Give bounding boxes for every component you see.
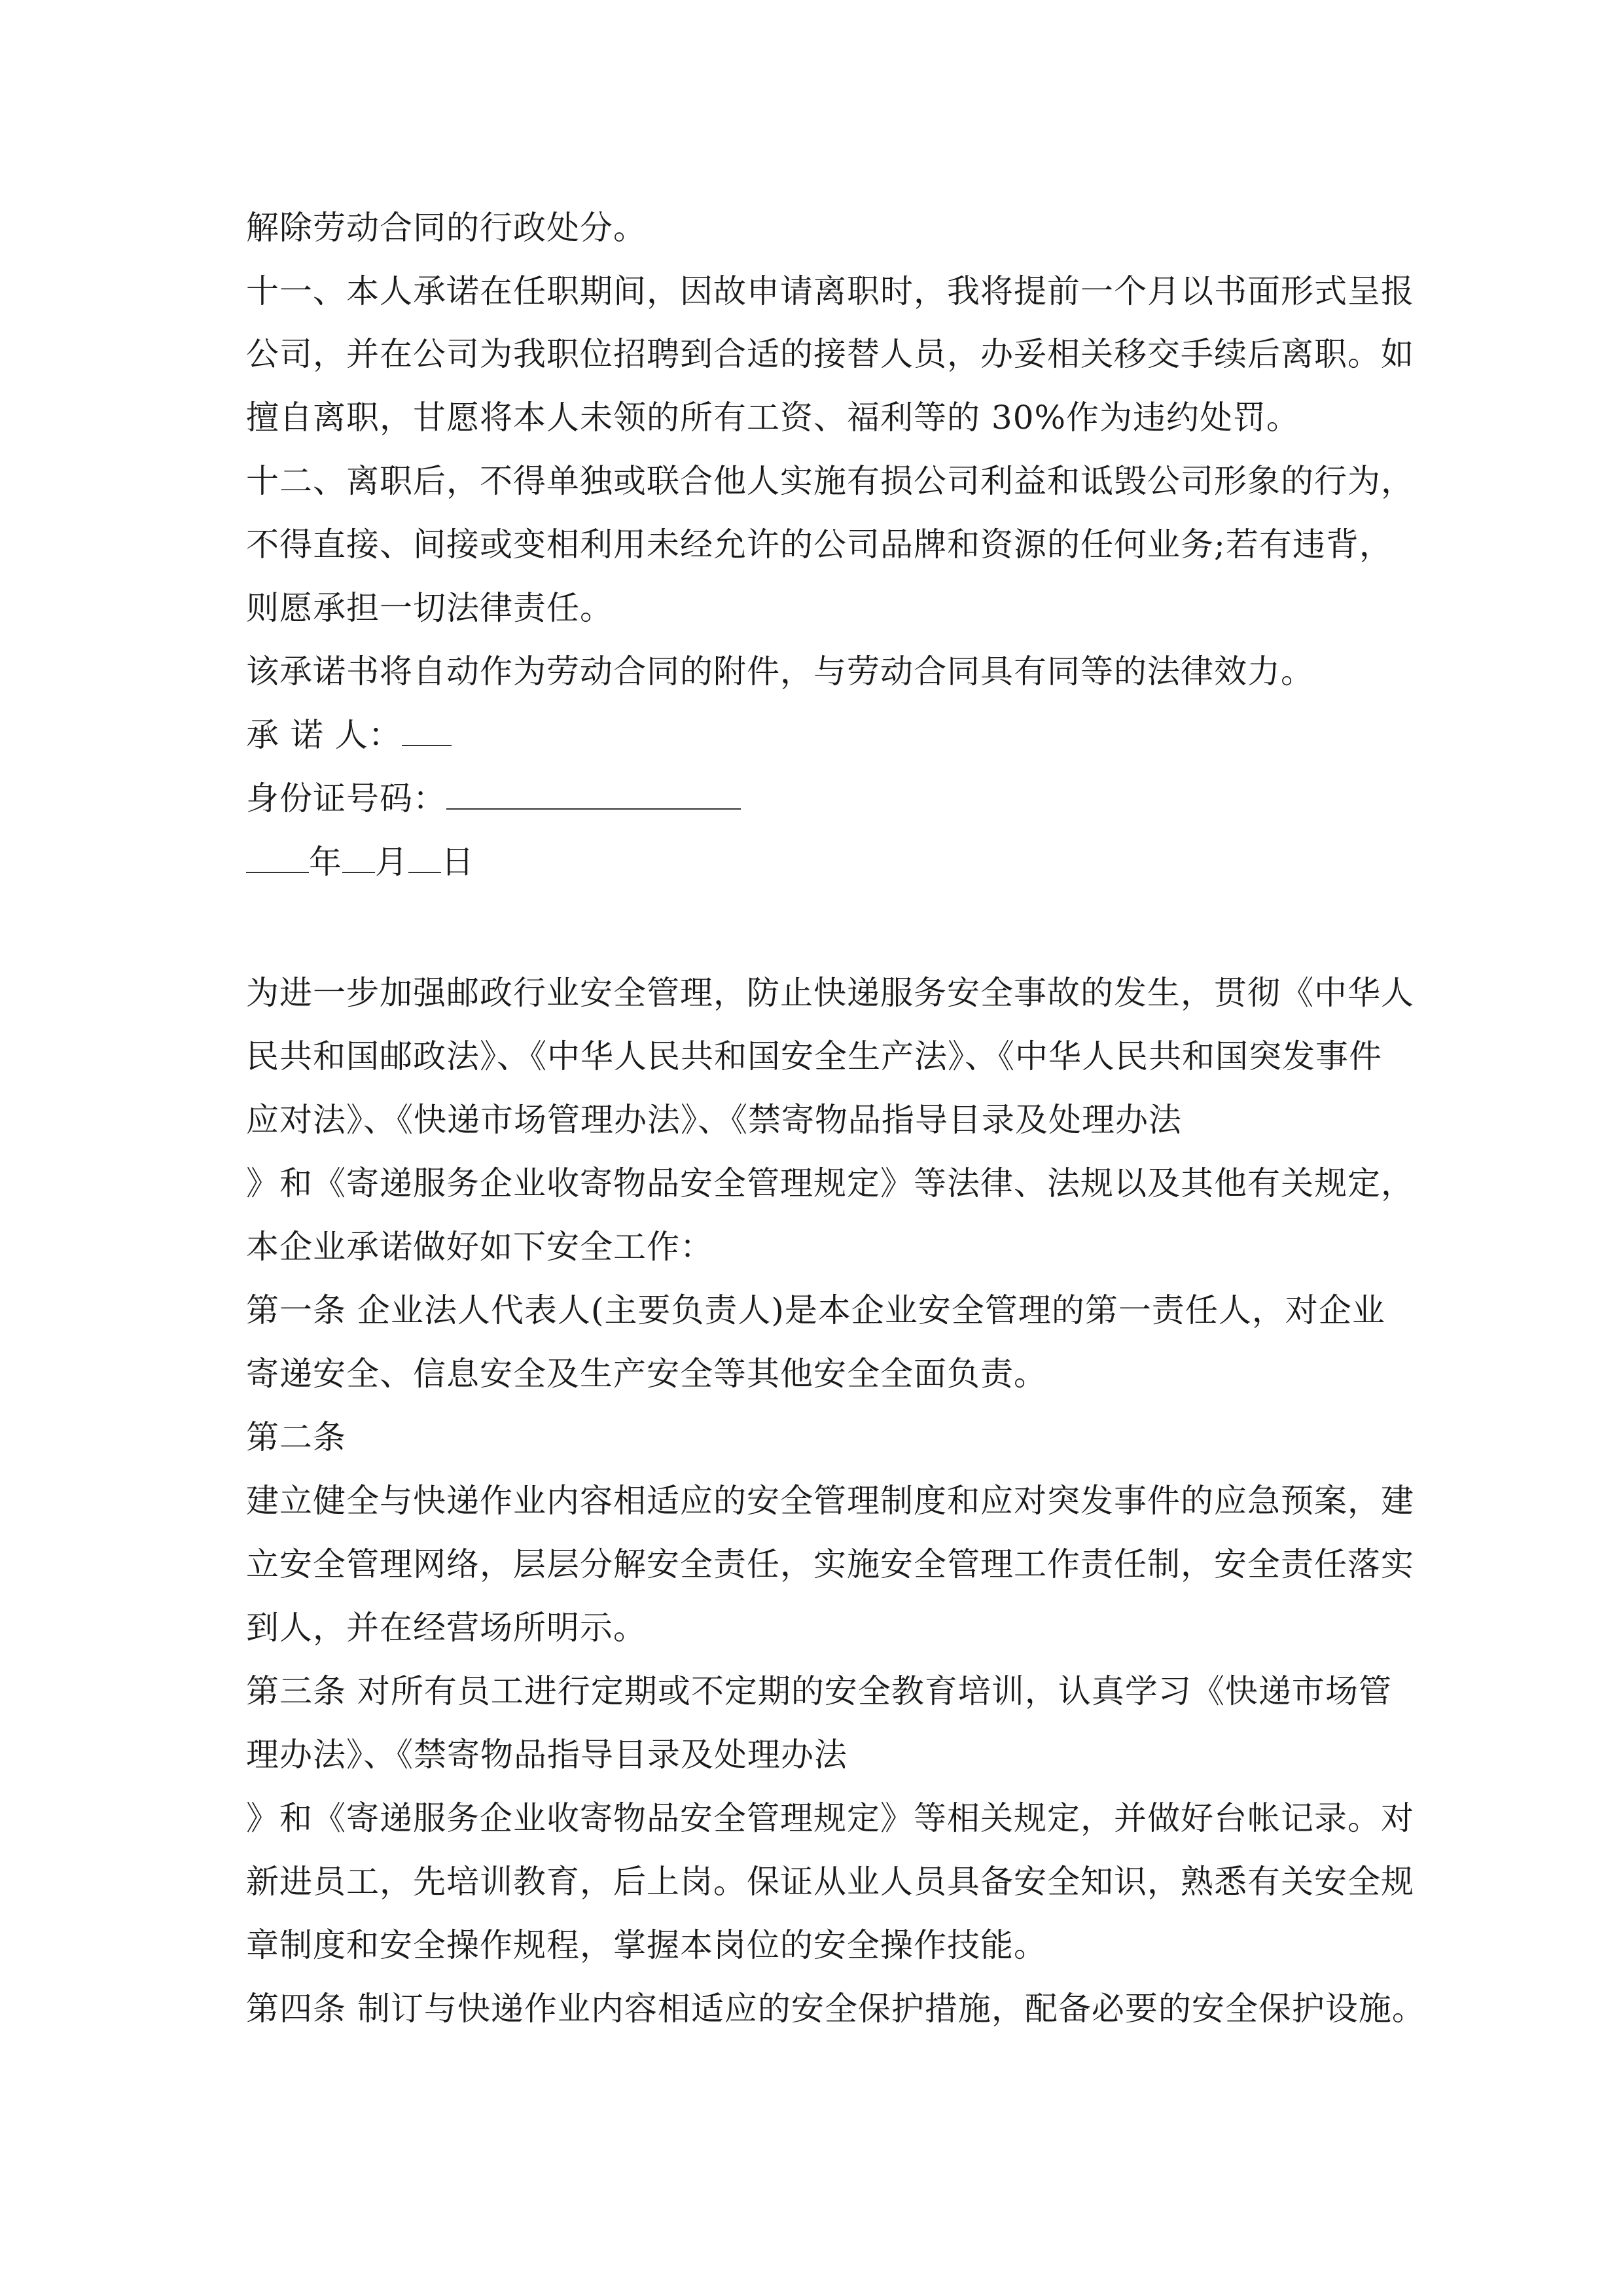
text-line: 应对法》、《快递市场管理办法》、《禁寄物品指导目录及处理办法 bbox=[246, 1101, 1182, 1139]
id-blank bbox=[446, 781, 741, 810]
text-line: 民共和国邮政法》、《中华人民共和国安全生产法》、《中华人民共和国突发事件 bbox=[246, 1037, 1382, 1075]
text-line: 理办法》、《禁寄物品指导目录及处理办法 bbox=[246, 1736, 847, 1774]
text-line: 擅自离职，甘愿将本人未领的所有工资、福利等的 30%作为违约处罚。 bbox=[246, 399, 1300, 437]
text-line: 寄递安全、信息安全及生产安全等其他安全全面负责。 bbox=[246, 1355, 1047, 1393]
text-line: 解除劳动合同的行政处分。 bbox=[246, 209, 647, 247]
date-row bbox=[246, 842, 1398, 882]
id-row bbox=[246, 779, 1398, 818]
id-label: 身份证号码： bbox=[246, 780, 446, 817]
year-blank bbox=[246, 844, 309, 873]
month-blank bbox=[342, 844, 375, 873]
text-line: 公司，并在公司为我职位招聘到合适的接替人员，办妥相关移交手续后离职。如 bbox=[246, 335, 1414, 373]
signer-row bbox=[246, 715, 1398, 755]
signer-blank bbox=[402, 717, 452, 746]
text-line: 新进员工，先培训教育，后上岗。保证从业人员具备安全知识，熟悉有关安全规 bbox=[246, 1863, 1414, 1901]
year-label: 年 bbox=[309, 843, 342, 881]
signer-label: 承 诺 人： bbox=[246, 716, 402, 754]
text-line: 十一、本人承诺在任职期间，因故申请离职时，我将提前一个月以书面形式呈报 bbox=[246, 272, 1414, 310]
text-line: 》和《寄递服务企业收寄物品安全管理规定》等法律、法规以及其他有关规定， bbox=[246, 1164, 1414, 1202]
article-3: 第三条 对所有员工进行定期或不定期的安全教育培训，认真学习《快递市场管 bbox=[246, 1672, 1392, 1710]
text-line: 立安全管理网络，层层分解安全责任，实施安全管理工作责任制，安全责任落实 bbox=[246, 1545, 1414, 1583]
text-line: 十二、离职后，不得单独或联合他人实施有损公司利益和诋毁公司形象的行为， bbox=[246, 462, 1414, 500]
article-2-heading: 第二条 bbox=[246, 1418, 346, 1456]
text-line: 为进一步加强邮政行业安全管理，防止快递服务安全事故的发生，贯彻《中华人 bbox=[246, 974, 1414, 1012]
text-line: 则愿承担一切法律责任。 bbox=[246, 589, 613, 627]
text-line: 到人，并在经营场所明示。 bbox=[246, 1609, 647, 1647]
text-line: 本企业承诺做好如下安全工作： bbox=[246, 1228, 713, 1266]
article-4: 第四条 制订与快递作业内容相适应的安全保护措施，配备必要的安全保护设施。 bbox=[246, 1990, 1425, 2028]
text-line: 该承诺书将自动作为劳动合同的附件，与劳动合同具有同等的法律效力。 bbox=[246, 653, 1314, 691]
day-blank bbox=[408, 844, 441, 873]
text-line: 章制度和安全操作规程，掌握本岗位的安全操作技能。 bbox=[246, 1926, 1047, 1964]
month-label: 月 bbox=[375, 843, 408, 881]
article-1: 第一条 企业法人代表人(主要负责人)是本企业安全管理的第一责任人，对企业 bbox=[246, 1291, 1385, 1329]
text-line: 建立健全与快递作业内容相适应的安全管理制度和应对突发事件的应急预案，建 bbox=[246, 1482, 1414, 1520]
text-line: 》和《寄递服务企业收寄物品安全管理规定》等相关规定，并做好台帐记录。对 bbox=[246, 1799, 1414, 1837]
text-line: 不得直接、间接或变相利用未经允许的公司品牌和资源的任何业务;若有违背， bbox=[246, 526, 1393, 564]
day-label: 日 bbox=[441, 843, 474, 881]
